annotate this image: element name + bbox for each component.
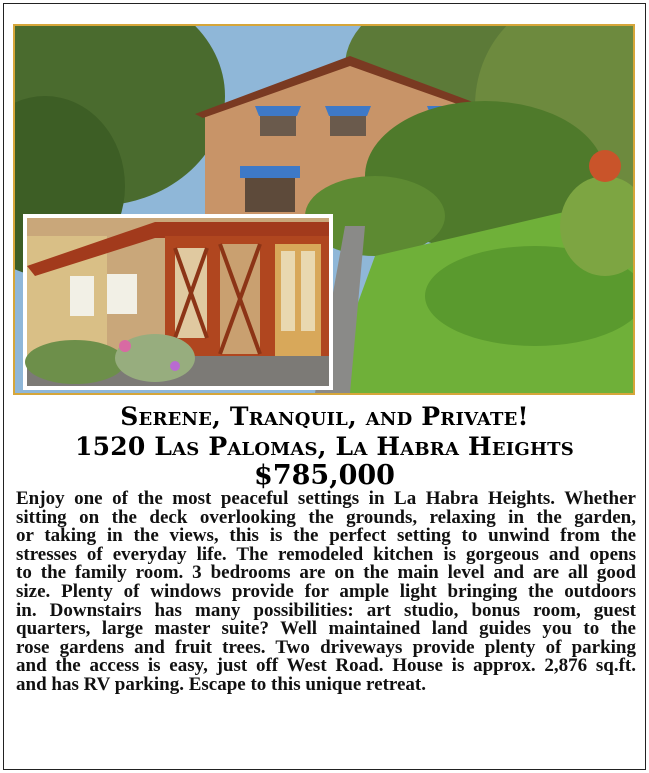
description-line: in. Downstairs has many possibilities: art studio, bonus room, guest xyxy=(16,599,636,621)
listing-headline: Serene, Tranquil, and Private! xyxy=(120,402,529,431)
description-line: size. Plenty of windows provide for ample light bringing the outdoors xyxy=(16,580,636,602)
description-line: sitting on the deck overlooking the grounds, relaxing in the garden, xyxy=(16,506,636,528)
listing-price: $785,000 xyxy=(254,460,395,491)
description-line: rose gardens and fruit trees. Two driveways provide plenty of parking xyxy=(16,636,636,658)
listing-description xyxy=(16,490,636,695)
description-line: to the family room. 3 bedrooms are on the main level and are all good xyxy=(16,562,636,584)
description-line: and the access is easy, just off West Road. House is approx. 2,876 sq.ft. xyxy=(16,655,636,677)
description-line: quarters, large master suite? Well maintained land guides you to the xyxy=(16,618,636,640)
description-line: and has RV parking. Escape to this unique retreat. xyxy=(16,673,427,695)
listing-address: 1520 Las Palomas, La Habra Heights xyxy=(75,432,574,461)
description-line: Enjoy one of the most peaceful settings in La Habra Heights. Whether xyxy=(16,488,636,509)
description-line: stresses of everyday life. The remodeled kitchen is gorgeous and opens xyxy=(16,543,636,565)
description-line: or taking in the views, this is the perfect setting to unwind from the xyxy=(16,525,636,547)
house-photo xyxy=(13,24,635,395)
